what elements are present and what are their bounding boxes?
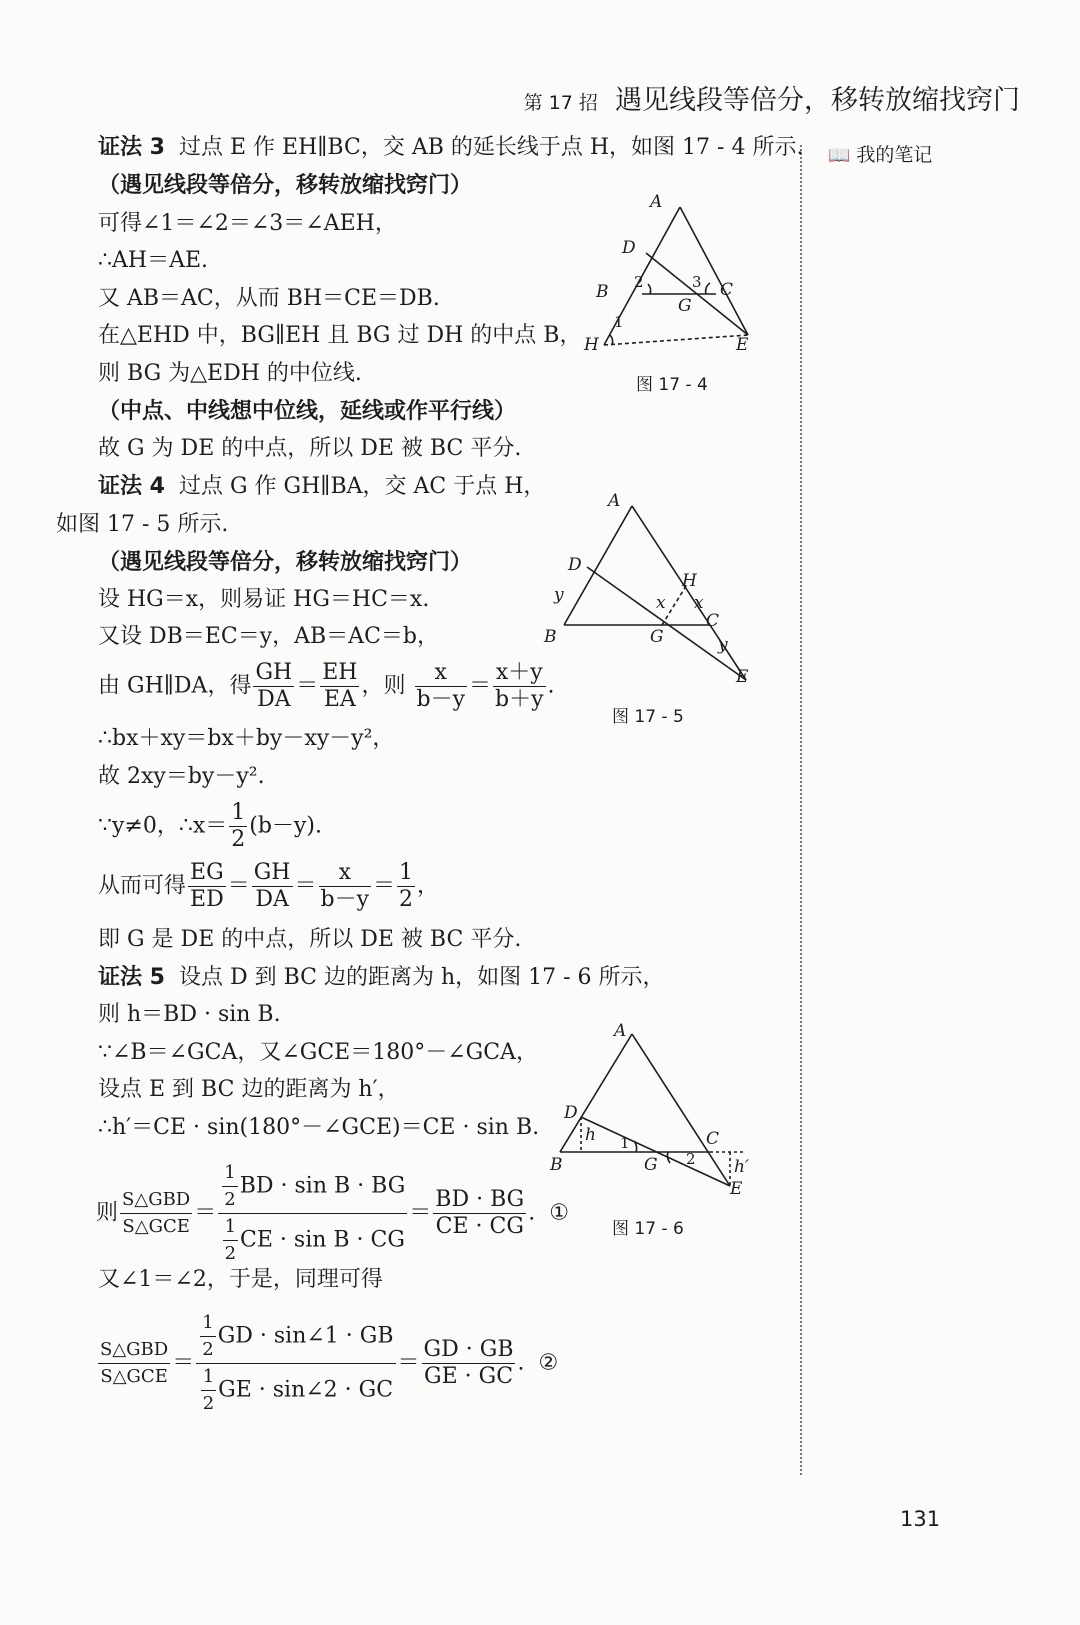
text-line: 可得∠1＝∠2＝∠3＝∠AEH， bbox=[98, 211, 397, 236]
text-line: ∴bx＋xy＝bx＋by－xy－y²， bbox=[98, 726, 395, 751]
label-C: C bbox=[706, 1129, 720, 1149]
fraction: $\frac{EH}{EA}$ bbox=[322, 660, 358, 712]
figure-caption: 图 17 - 5 bbox=[612, 707, 684, 727]
text-line: 故 G 为 DE 的中点，所以 DE 被 BC 平分. bbox=[98, 436, 522, 461]
fraction: $\frac{x+y}{b+y}$ bbox=[495, 660, 544, 712]
fraction: $\frac{1}{2}$ GD · sin∠1 · GB $\frac{1}{2}$ GE · sin∠2 · GC bbox=[196, 1310, 395, 1417]
text-line: ∴AH＝AE. bbox=[98, 248, 209, 273]
label-G: G bbox=[678, 296, 692, 316]
figure-17-6 bbox=[550, 1020, 770, 1214]
label-G: G bbox=[644, 1155, 658, 1175]
fraction: $\frac{\text{S△GBD}}{\text{S△GCE}}$ bbox=[100, 1339, 169, 1387]
formula-line: 则 $\frac{\text{S△GBD}}{\text{S△GCE}}$ ＝ $\frac{1}{2}$ BD · sin B · BG $\frac{1}{2}$ CE · sin B · CG ＝ $\frac{BD \cdot BG}{CE \cdot CG}$ . ① bbox=[96, 1160, 569, 1267]
text-line: 证法 3 过点 E 作 EH∥BC，交 AB 的延长线于点 H，如图 17 - 4 所示. bbox=[98, 135, 804, 160]
fraction: $\frac{EG}{ED}$ bbox=[190, 860, 224, 912]
formula-line: 由 GH∥DA，得 $\frac{GH}{DA}$ ＝ $\frac{EH}{EA}$ ，则 $\frac{x}{b-y}$ ＝ $\frac{x+y}{b+y}$ . bbox=[98, 660, 555, 712]
chapter-title: 遇见线段等倍分，移转放缩找窍门 bbox=[615, 85, 1020, 116]
angle-mark-3 bbox=[706, 283, 710, 294]
fraction: $\frac{\text{S△GBD}}{\text{S△GCE}}$ bbox=[122, 1189, 191, 1237]
equation-tag: ② bbox=[538, 1350, 559, 1376]
label-D: D bbox=[564, 1103, 578, 1123]
page-header bbox=[524, 78, 1020, 117]
label-C: C bbox=[706, 611, 720, 631]
page-number: 131 bbox=[900, 1507, 941, 1531]
fraction: $\frac{x}{b-y}$ bbox=[320, 860, 370, 912]
formula-line: ∵y≠0，∴x＝ $\frac{1}{2}$ (b－y). bbox=[98, 800, 322, 852]
text-line: 则 BG 为△EDH 的中位线. bbox=[98, 361, 362, 386]
book-icon: 📖 bbox=[828, 145, 851, 166]
hint-line: （中点、中线想中位线，延线或作平行线） bbox=[98, 399, 517, 424]
fraction: $\frac{GH}{DA}$ bbox=[255, 660, 293, 712]
text-line: 又设 DB＝EC＝y，AB＝AC＝b， bbox=[98, 624, 439, 649]
figure-17-5 bbox=[544, 490, 770, 704]
formula-line: 从而可得 $\frac{EG}{ED}$ ＝ $\frac{GH}{DA}$ ＝ $\frac{x}{b-y}$ ＝ $\frac{1}{2}$ ， bbox=[98, 860, 440, 912]
figure-17-4 bbox=[584, 192, 780, 369]
angle-mark-1 bbox=[610, 335, 613, 345]
label-2: 2 bbox=[634, 273, 644, 291]
notes-label: 📖 我的笔记 bbox=[828, 144, 933, 166]
text-line: 又 AB＝AC，从而 BH＝CE＝DB. bbox=[98, 286, 440, 311]
fraction: $\frac{1}{2}$ BD · sin B · BG $\frac{1}{2}$ CE · sin B · CG bbox=[218, 1160, 407, 1267]
text-line: 又∠1＝∠2，于是，同理可得 bbox=[98, 1267, 383, 1292]
label-E: E bbox=[736, 335, 749, 355]
label-B: B bbox=[550, 1155, 563, 1175]
text-line: ∵∠B＝∠GCA，又∠GCE＝180°－∠GCA， bbox=[98, 1040, 538, 1065]
label-x-2: x bbox=[694, 593, 704, 613]
label-H: H bbox=[682, 571, 697, 591]
fraction: $\frac{GH}{DA}$ bbox=[253, 860, 291, 912]
label-D: D bbox=[568, 555, 582, 575]
label-C: C bbox=[720, 280, 734, 300]
label-1: 1 bbox=[620, 1134, 630, 1152]
label-B: B bbox=[596, 282, 609, 302]
equation-tag: ① bbox=[549, 1200, 569, 1226]
hint-line: （遇见线段等倍分，移转放缩找窍门） bbox=[98, 550, 473, 575]
label-h: h bbox=[585, 1125, 596, 1145]
label-E: E bbox=[730, 1179, 743, 1199]
text-line: 则 h＝BD · sin B. bbox=[98, 1002, 281, 1027]
angle-mark-2 bbox=[648, 284, 651, 294]
label-h-prime: h′ bbox=[734, 1157, 749, 1177]
fraction: $\frac{1}{2}$ bbox=[231, 800, 246, 852]
label-E: E bbox=[736, 667, 749, 687]
label-1: 1 bbox=[614, 313, 624, 331]
chapter-number: 第 17 招 bbox=[523, 92, 598, 114]
label-A: A bbox=[608, 491, 621, 511]
label-B: B bbox=[544, 627, 557, 647]
label-A: A bbox=[614, 1021, 627, 1041]
segment-GH bbox=[662, 586, 686, 625]
text-line: 故 2xy＝by－y². bbox=[98, 764, 265, 789]
segment-HE bbox=[604, 335, 748, 345]
segment-DE bbox=[587, 567, 746, 680]
sidebar-divider bbox=[800, 145, 802, 1475]
figure-caption: 图 17 - 4 bbox=[636, 375, 708, 395]
text-line: 如图 17 - 5 所示. bbox=[56, 512, 229, 537]
fraction: $\frac{1}{2}$ bbox=[399, 860, 414, 912]
segment-AE bbox=[632, 506, 746, 680]
figure-caption: 图 17 - 6 bbox=[612, 1219, 684, 1239]
text-line: 设点 E 到 BC 边的距离为 h′， bbox=[98, 1077, 400, 1102]
hint-line: （遇见线段等倍分，移转放缩找窍门） bbox=[98, 173, 473, 198]
label-H: H bbox=[584, 335, 599, 355]
label-y-2: y bbox=[718, 635, 728, 655]
label-y-1: y bbox=[554, 585, 564, 605]
label-G: G bbox=[650, 627, 664, 647]
label-D: D bbox=[622, 238, 636, 258]
label-A: A bbox=[650, 192, 663, 212]
label-x-1: x bbox=[656, 593, 666, 613]
formula-line: $\frac{\text{S△GBD}}{\text{S△GCE}}$ ＝ $\frac{1}{2}$ GD · sin∠1 · GB $\frac{1}{2}$ GE · sin∠2 · GC ＝ $\frac{GD \cdot GB}{GE \cdot GC}$ . ② bbox=[96, 1310, 558, 1417]
text-line: ∴h′＝CE · sin(180°－∠GCE)＝CE · sin B. bbox=[98, 1115, 540, 1140]
label-2: 2 bbox=[686, 1150, 696, 1168]
text-line: 即 G 是 DE 的中点，所以 DE 被 BC 平分. bbox=[98, 927, 522, 952]
text-line: 在△EHD 中，BG∥EH 且 BG 过 DH 的中点 B， bbox=[98, 323, 582, 348]
fraction: $\frac{GD \cdot GB}{GE \cdot GC}$ bbox=[423, 1337, 514, 1389]
text-line: 证法 4 过点 G 作 GH∥BA，交 AC 于点 H， bbox=[98, 474, 546, 499]
fraction: $\frac{BD \cdot BG}{CE \cdot CG}$ bbox=[435, 1187, 525, 1239]
fraction: $\frac{x}{b-y}$ bbox=[416, 660, 466, 712]
label-3: 3 bbox=[692, 273, 702, 291]
text-line: 设 HG＝x，则易证 HG＝HC＝x. bbox=[98, 587, 430, 612]
text-line: 证法 5 设点 D 到 BC 边的距离为 h，如图 17 - 6 所示， bbox=[98, 965, 665, 990]
